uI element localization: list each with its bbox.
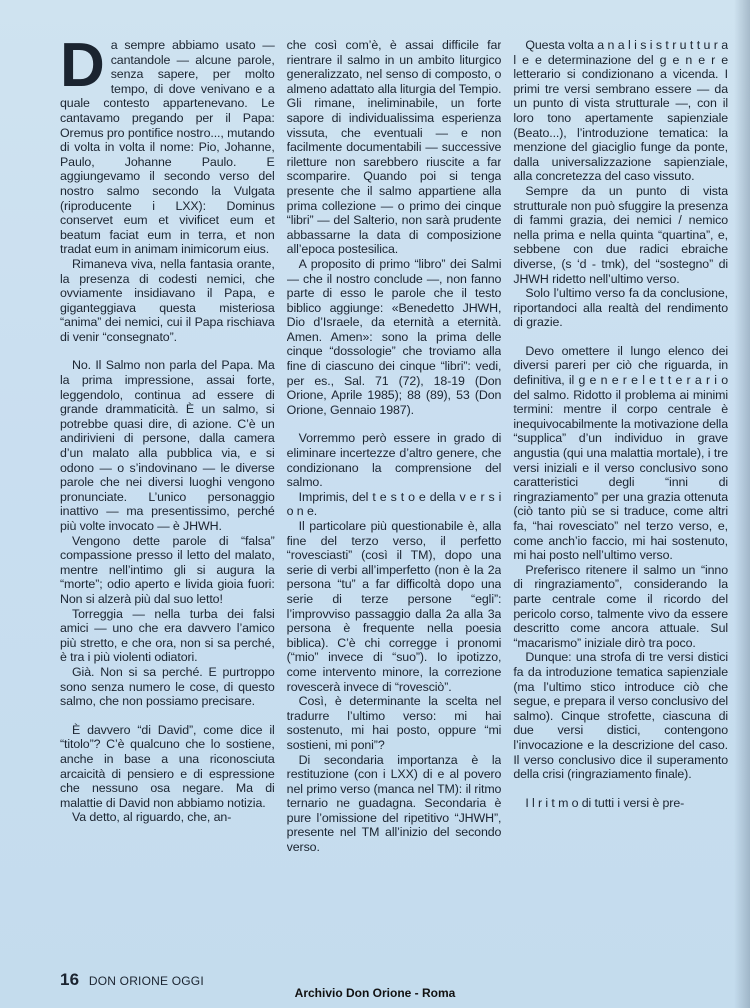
column-3 xyxy=(513,38,728,956)
column-2 xyxy=(287,38,502,956)
page-number: 16 xyxy=(60,970,80,989)
paragraph: Dunque: una strofa di tre versi distici fa da introduzione tematica sapienziale (ma l’ultimo stico introduce ciò che segue, e prepara il verso conclusivo del salmo). Cinque strofette, ciascuna di due versi distici, contengono l’invocazione e la descrizione del caso. Il verso conclusivo dice il superamento della crisi (ringraziamento finale). xyxy=(513,650,729,782)
paragraph: Vorremmo però essere in grado di eliminare incertezze d’altro genere, che condizionano la comprensione del salmo. xyxy=(286,431,502,490)
paragraph: Devo omettere il lungo elenco dei diversi pareri per ciò che riguarda, in definitiva, il g e n e r e l e t t e r a r i o del salmo. Ridotto il problema ai minimi termini: mentre il corpo centrale è inequivocabilmente la motivazione della “supplica” d’un individuo in grave angustia (qui una malattia mortale), i tre versi iniziali e il verso conclusivo sono caratteristici degli “inni di ringraziamento” per una grazia ottenuta (ciò tanto più se si traduce, come altri fa, “hai rovesciato” nel terzo verso, e, come anch’io faccio, mi hai sostenuto, mi hai posto nell’ultimo verso. xyxy=(513,343,729,563)
archive-watermark: Archivio Don Orione - Roma xyxy=(294,986,456,1000)
paragraph: Vengono dette parole di “falsa” compassione presso il letto del malato, mentre nell’intimo gli si augura la “morte”; odio aperto e livida gioia fuori: Non si alzerà più dal suo letto! xyxy=(60,533,275,606)
paragraph: Il particolare più questionabile è, alla fine del terzo verso, il perfetto “rovesciasti” (così il TM), dopo una serie di verbi all’imperfetto (non è la 2a persona “tu” a far difficoltà dopo una serie di terze persone “egli”: l’improvviso passaggio dalla 2a alla 3a persona è frequente nella poesia biblica). C’è chi corregge i pronomi (“mio” invece di “suo”). Io ipotizzo, come intervento minore, la correzione rovescerà invece di “rovesciò”. xyxy=(286,519,502,694)
column-1 xyxy=(60,38,275,956)
paragraph: Torreggia — nella turba dei falsi amici — uno che era davvero l’amico più stretto, e che ora, non si sa perché, è tra i più violenti odiatori. xyxy=(60,606,275,665)
paragraph: Questa volta a n a l i s i s t r u t t u r a l e e determinazione del g e n e r e letterario si condizionano a vicenda. I primi tre versi sembrano essere — da un punto di vista strutturale —, con il loro tono apertamente sapienziale (Beato...), l’introduzione tematica: la menzione del giaciglio funge da ponte, dalla universalizzazione sapienziale, alla concretezza del caso vissuto. xyxy=(513,38,729,184)
paragraph: Rimaneva viva, nella fantasia orante, la presenza di codesti nemici, che ovviamente insidiavano il Papa, e giganteggiava questa misteriosa “anima” dei nemici, cui il Papa rischiava di venir “consegnato”. xyxy=(60,256,275,344)
paragraph: Va detto, al riguardo, che, an- xyxy=(72,810,232,825)
paragraph: Così, è determinante la scelta nel tradurre l’ultimo verso: mi hai sostenuto, mi hai posto, oppure “mi sostieni, mi poni”? xyxy=(286,694,502,752)
paragraph: Preferisco ritenere il salmo un “inno di ringraziamento”, considerando la parte centrale come il ricordo del pericolo corso, talmente vivo da essere descritto come ancora attuale. Sul “macarismo” iniziale dirò tra poco. xyxy=(513,562,729,650)
paragraph: È davvero “di David”, come dice il “titolo”? C’è qualcuno che lo sostiene, anche in base a una riconosciuta arcaicità di pensiero e di espressione che nessuno osa negare. Ma di malattie di David non abbiamo notizia. xyxy=(60,722,275,810)
magazine-name: DON ORIONE OGGI xyxy=(88,974,204,988)
paragraph: Da sempre abbiamo usato — cantandole — alcune parole, senza sapere, per molto tempo, di dove venivano e a quale contesto appartenevano. Le cantavamo pregando per il Papa: Oremus pro pontifice nostro..., mutando di volta in volta il nome: Pio, Johanne, Paulo, Johanne Paulo. E aggiungevamo il secondo verso del nostro salmo secondo la Vulgata (riproducente i LXX): Dominus conservet eum et vivificet eum et beatum faciat eum in terra, et non tradat eum in animam inimicorum eius. xyxy=(60,38,275,257)
paragraph: Solo l’ultimo verso fa da conclusione, riportandoci alla realtà del rendimento di grazie. xyxy=(513,286,729,330)
paragraph: I l r i t m o di tutti i versi è pre- xyxy=(525,795,685,810)
paragraph: Di secondaria importanza è la restituzione (con i LXX) di e al povero nel primo verso (manca nel TM): il ritmo ternario ne guadagna. Secondaria è pure l’omissione del ripetitivo “JHWH”, presente nel TM all’inizio del secondo verso. xyxy=(286,752,502,855)
paragraph: Già. Non si sa perché. E purtroppo sono senza numero le cose, di questo salmo, che non possiamo precisare. xyxy=(60,664,275,709)
paragraph: A proposito di primo “libro” dei Salmi — che il nostro conclude —, non fanno parte di esso le parole che il testo biblico aggiunge: «Benedetto JHWH, Dio d’Israele, da eternità a eternità. Amen. Amen»: sono la prima delle cinque “dossologie” che troviamo alla fine di ciascuno dei cinque “libri”: vedi, per es., Sal. 71 (72), 18-19 (Don Orione, Aprile 1985); 88 (89), 53 (Don Orione, Gennaio 1987). xyxy=(286,256,502,417)
article-columns xyxy=(60,38,728,956)
paragraph: Imprimis, del t e s t o e della v e r s i o n e. xyxy=(286,489,502,519)
page-fold-shadow xyxy=(734,0,750,1008)
paragraph: Sempre da un punto di vista strutturale non può sfuggire la presenza di fammi grazia, dei nemici / nemico nella prima e nella quinta “quartina”, e, sebbene con due radici ebraiche diverse, (s ‘d - tmk), del “sostegno” di JHWH ridetto nell’ultimo verso. xyxy=(513,183,729,286)
paragraph: che così com’è, è assai difficile far rientrare il salmo in un ambito liturgico generalizzato, nel senso di composto, o almeno adattato alla liturgia del Tempio. Gli rimane, ineliminabile, un forte sapore di individualissima esperienza vissuta, che eventuali — e non facilmente documentabili — successive riletture non sarebbero riuscite a far scomparire. Quando poi si tenga presente che il salmo appartiene alla prima collezione — o primo dei cinque “libri” — del Salterio, non sarà prudente abbassarne la data di composizione all’epoca postesilica. xyxy=(286,38,502,257)
drop-cap: D xyxy=(60,38,105,100)
paragraph: No. Il Salmo non parla del Papa. Ma la prima impressione, assai forte, leggendolo, continua ad essere di grande drammaticità. È un salmo, si potrebbe quasi dire, di azione. C’è un andirivieni di persone, dalla camera d’un malato alla pubblica via, e si odono — o s’indovinano — le diverse parole che nei diversi luoghi vengono pronunciate. L’unico personaggio inattivo — ma presentissimo, perché più volte invocato — è JHWH. xyxy=(60,358,275,533)
